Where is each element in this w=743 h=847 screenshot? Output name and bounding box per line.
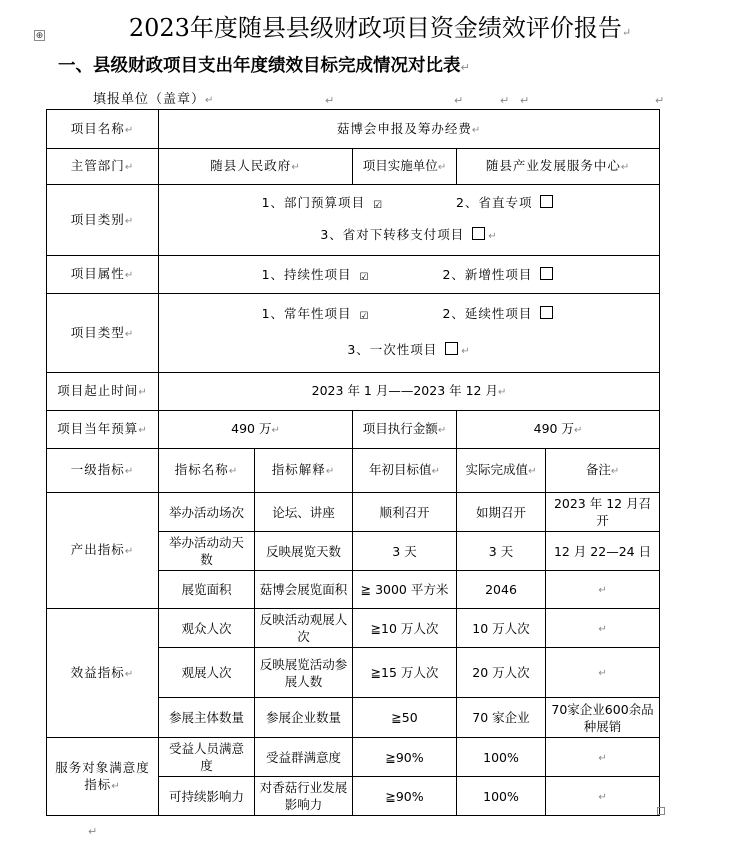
indicator-target: ≧10 万人次 <box>353 609 457 648</box>
row-project-name <box>47 110 660 149</box>
row-period <box>47 373 660 411</box>
indicator-target: ≧ 3000 平方米 <box>353 571 457 609</box>
exec-unit-label: 项目实施单位↵ <box>353 149 457 185</box>
attribute-options: 1、持续性项目 ☑ 2、新增性项目 <box>159 256 660 294</box>
indicator-explain: 参展企业数量 <box>255 698 353 738</box>
indicator-actual: 如期召开 <box>457 493 546 532</box>
indicator-target: 顺利召开 <box>353 493 457 532</box>
exec-unit-value: 随县产业发展服务中心↵ <box>457 149 660 185</box>
indicator-note: ↵ <box>546 571 660 609</box>
header-level1: 一级指标↵ <box>47 449 159 493</box>
indicator-note: ↵ <box>546 648 660 698</box>
budget-label: 项目当年预算↵ <box>47 411 159 449</box>
table-resize-handle[interactable] <box>657 807 665 815</box>
indicator-name: 展览面积 <box>159 571 255 609</box>
period-value: 2023 年 1 月——2023 年 12 月↵ <box>159 373 660 411</box>
para-mark: ↵ <box>655 94 665 107</box>
indicator-name: 观众人次 <box>159 609 255 648</box>
checkbox-dept-budget[interactable]: ☑ <box>373 200 384 211</box>
indicator-note: ↵ <box>546 609 660 648</box>
checkbox-transfer[interactable] <box>472 227 485 240</box>
indicator-explain: 反映展览天数 <box>255 532 353 571</box>
indicator-header-row <box>47 449 660 493</box>
checkbox-continuing[interactable]: ☑ <box>359 272 370 283</box>
attribute-label: 项目属性↵ <box>47 256 159 294</box>
group-label: 效益指标↵ <box>47 609 159 738</box>
filler-unit-label: 填报单位（盖章）↵ <box>93 92 215 107</box>
indicator-row <box>47 738 660 777</box>
indicator-target: ≧50 <box>353 698 457 738</box>
row-attribute <box>47 256 660 294</box>
indicator-actual: 100% <box>457 777 546 816</box>
indicator-name: 参展主体数量 <box>159 698 255 738</box>
type-label: 项目类型↵ <box>47 294 159 373</box>
checkbox-provincial[interactable] <box>540 195 553 208</box>
indicator-row <box>47 493 660 532</box>
para-mark: ↵ <box>325 94 335 107</box>
header-explain: 指标解释↵ <box>255 449 353 493</box>
indicator-note: ↵ <box>546 777 660 816</box>
category-options: 1、部门预算项目 ☑ 2、省直专项 3、省对下转移支付项目 ↵ <box>159 185 660 256</box>
group-label: 产出指标↵ <box>47 493 159 609</box>
end-para-mark: ↵ <box>88 825 98 838</box>
indicator-name: 受益人员满意度 <box>159 738 255 777</box>
row-category <box>47 185 660 256</box>
period-label: 项目起止时间↵ <box>47 373 159 411</box>
budget-value: 490 万↵ <box>159 411 353 449</box>
indicator-target: ≧90% <box>353 777 457 816</box>
header-name: 指标名称↵ <box>159 449 255 493</box>
indicator-name: 举办活动场次 <box>159 493 255 532</box>
indicator-explain: 对香菇行业发展影响力 <box>255 777 353 816</box>
exec-amount-label: 项目执行金额↵ <box>353 411 457 449</box>
indicator-name: 观展人次 <box>159 648 255 698</box>
header-note: 备注↵ <box>546 449 660 493</box>
performance-table <box>46 109 660 816</box>
header-actual: 实际完成值↵ <box>457 449 546 493</box>
indicator-actual: 3 天 <box>457 532 546 571</box>
indicator-explain: 反映活动观展人次 <box>255 609 353 648</box>
indicator-actual: 100% <box>457 738 546 777</box>
exec-amount-value: 490 万↵ <box>457 411 660 449</box>
indicator-actual: 2046 <box>457 571 546 609</box>
indicator-actual: 20 万人次 <box>457 648 546 698</box>
project-name-value: 菇博会申报及筹办经费↵ <box>159 110 660 149</box>
indicator-name: 举办活动动天数 <box>159 532 255 571</box>
type-options: 1、常年性项目 ☑ 2、延续性项目 3、一次性项目 ↵ <box>159 294 660 373</box>
row-budget <box>47 411 660 449</box>
checkbox-annual[interactable]: ☑ <box>359 311 370 322</box>
project-name-label: 项目名称↵ <box>47 110 159 149</box>
indicator-name: 可持续影响力 <box>159 777 255 816</box>
indicator-explain: 受益群满意度 <box>255 738 353 777</box>
indicator-actual: 10 万人次 <box>457 609 546 648</box>
indicator-explain: 论坛、讲座 <box>255 493 353 532</box>
checkbox-new[interactable] <box>540 267 553 280</box>
indicator-note: 12 月 22—24 日 <box>546 532 660 571</box>
header-target: 年初目标值↵ <box>353 449 457 493</box>
checkbox-extended[interactable] <box>540 306 553 319</box>
indicator-note: ↵ <box>546 738 660 777</box>
category-label: 项目类别↵ <box>47 185 159 256</box>
para-mark: ↵ <box>500 94 510 107</box>
dept-label: 主管部门↵ <box>47 149 159 185</box>
row-type <box>47 294 660 373</box>
indicator-target: ≧15 万人次 <box>353 648 457 698</box>
indicator-note: 2023 年 12 月召开 <box>546 493 660 532</box>
group-label: 服务对象满意度指标↵ <box>47 738 159 816</box>
indicator-explain: 菇博会展览面积 <box>255 571 353 609</box>
checkbox-onetime[interactable] <box>445 342 458 355</box>
section-heading: 一、县级财政项目支出年度绩效目标完成情况对比表↵ <box>58 56 470 76</box>
indicator-row <box>47 609 660 648</box>
para-mark: ↵ <box>454 94 464 107</box>
indicator-target: 3 天 <box>353 532 457 571</box>
para-mark: ↵ <box>520 94 530 107</box>
indicator-target: ≧90% <box>353 738 457 777</box>
indicator-actual: 70 家企业 <box>457 698 546 738</box>
indicator-note: 70家企业600余品种展销 <box>546 698 660 738</box>
row-department <box>47 149 660 185</box>
indicator-explain: 反映展览活动参展人数 <box>255 648 353 698</box>
dept-value: 随县人民政府↵ <box>159 149 353 185</box>
anchor-icon[interactable]: ⊕ <box>35 31 44 41</box>
document-title: 2023年度随县县级财政项目资金绩效评价报告↵ <box>128 14 632 42</box>
